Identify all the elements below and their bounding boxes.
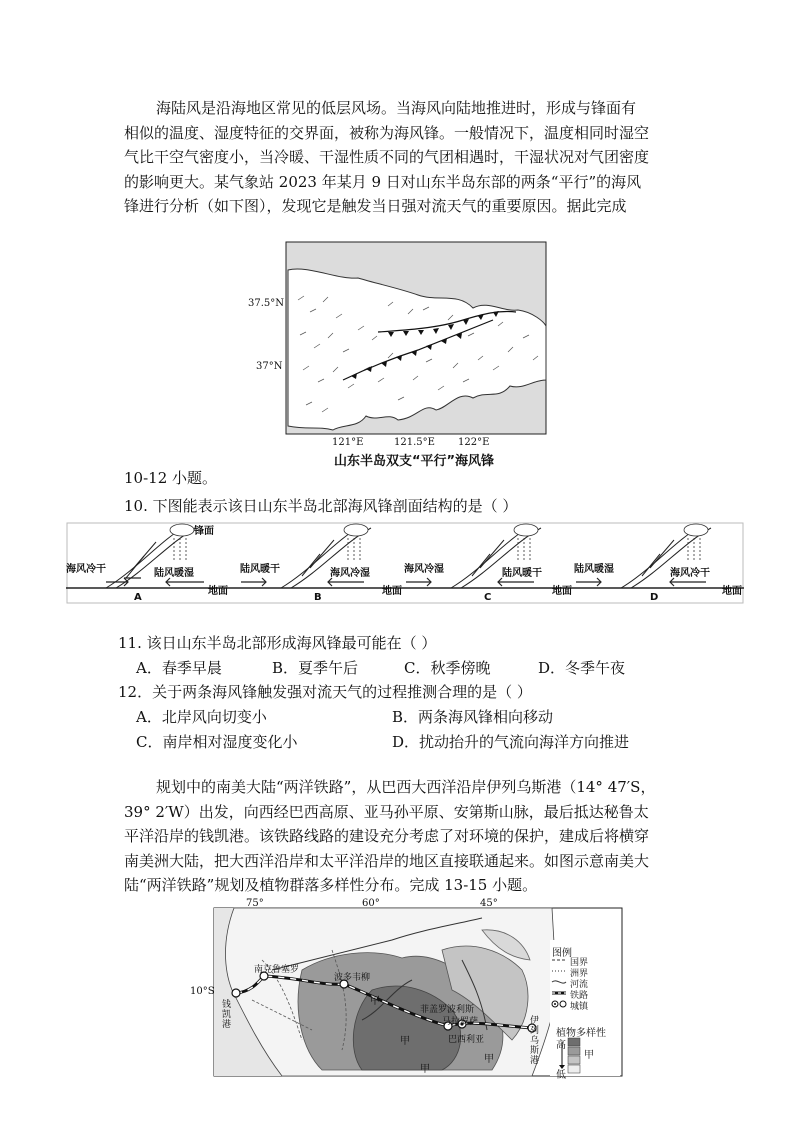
- map-1-graphic: [248, 240, 548, 468]
- map-2-lat-10s: 10°S: [190, 986, 215, 997]
- passage-2-line: 39° 2′W）出发，向西经巴西高原、亚马孙平原、安第斯山脉，最后抵达秘鲁太: [124, 802, 649, 821]
- question-12-option-b[interactable]: B．两条海风锋相向移动: [392, 708, 554, 726]
- legend-diversity-title: 植物多样性: [556, 1028, 606, 1039]
- passage-2: [124, 775, 684, 898]
- city-label-figueiropolis: 菲盖罗波利斯: [420, 1005, 475, 1015]
- panel-c-left-label: 海风冷湿: [404, 564, 444, 575]
- question-10-diagrams: [66, 520, 746, 608]
- panel-c-ground-label: 地面: [382, 586, 402, 597]
- question-11-option-d[interactable]: D．冬季午夜: [538, 659, 626, 677]
- panel-d-left-label: 陆风暖湿: [574, 564, 614, 575]
- city-label-brasilia: 巴西利亚: [448, 1035, 485, 1045]
- south-america-railway-map: [190, 898, 624, 1081]
- map-1-caption: 山东半岛双支“平行”海风锋: [333, 454, 495, 469]
- passage-1-line: 锋进行分析（如下图），发现它是触发当日强对流天气的重要原因。据此完成: [124, 197, 627, 215]
- question-10-stem: 10. 下图能表示该日山东半岛北部海风锋剖面结构的是（ ）: [124, 497, 518, 515]
- panel-b-ground-label: 地面: [208, 586, 228, 597]
- panel-b-letter: B: [314, 592, 322, 603]
- lat-label-37: 37°N: [256, 361, 283, 372]
- city-label-mara-rosa: 马拉罗萨: [442, 1017, 479, 1027]
- city-label-chancay: 钱凯港: [222, 1000, 232, 1030]
- question-12-option-c[interactable]: C．南岸相对湿度变化小: [136, 733, 298, 751]
- map-2-lon-45: 45°: [480, 898, 498, 909]
- legend-continent-border: 洲界: [570, 969, 589, 979]
- legend-high: 高: [556, 1040, 566, 1051]
- panel-a-left-label: 海风冷干: [66, 564, 106, 575]
- region-label-jia-4: 甲: [420, 1064, 430, 1075]
- passage-2-line: 陆“两洋铁路”规划及植物群落多样性分布。完成 13-15 小题。: [124, 876, 538, 894]
- legend-railway: 铁路: [570, 991, 589, 1001]
- lat-label-37-5: 37.5°N: [248, 298, 285, 309]
- lon-label-121: 121°E: [332, 437, 364, 448]
- question-11-stem: 11. 该日山东半岛北部形成海风锋最可能在（ ）: [118, 634, 437, 652]
- panel-c-letter: C: [484, 592, 492, 603]
- passage-1-line: 的影响更大。某气象站 2023 年某月 9 日对山东半岛东部的两条“平行”的海风: [124, 172, 642, 191]
- map-2-lon-60: 60°: [362, 898, 380, 909]
- legend-low: 低: [556, 1070, 566, 1081]
- passage-1-line: 海陆风是沿海地区常见的低层风场。当海风向陆地推进时，形成与锋面有: [156, 99, 637, 117]
- map-2-graphic: [212, 900, 624, 1078]
- city-label-porto-velho: 波多韦柳: [334, 973, 371, 983]
- question-12-option-d[interactable]: D．扰动抬升的气流向海洋方向推进: [392, 733, 630, 751]
- passage-2-line: 平洋沿岸的钱凯港。该铁路线路的建设充分考虑了对环境的保护，建成后将横穿: [124, 827, 650, 845]
- passage-1-line: 相似的温度、湿度特征的交界面，被称为海风锋。一般情况下，温度相同时湿空: [124, 123, 650, 142]
- passage-2-line: 南美洲大陆，把大西洋沿岸和太平洋沿岸的地区直接联通起来。如图示意南美大: [124, 851, 650, 870]
- panel-d-ground-label: 地面: [552, 586, 572, 597]
- lon-label-122: 122°E: [458, 437, 490, 448]
- passage-1-line: 气比干空气密度小，当冷暖、干湿性质不同的气团相遇时，干湿状况对气团密度: [124, 148, 650, 166]
- panel-b-left-label: 陆风暖干: [240, 564, 280, 575]
- passage-1: [124, 96, 684, 219]
- panel-b-right-label: 海风冷湿: [330, 568, 370, 579]
- legend-river: 河流: [570, 980, 589, 990]
- panel-d-letter: D: [650, 592, 659, 603]
- question-12-option-a[interactable]: A．北岸风向切变小: [136, 708, 267, 726]
- legend-town: 城镇: [570, 1002, 589, 1012]
- legend-jia: 甲: [584, 1050, 594, 1061]
- question-11-option-b[interactable]: B．夏季午后: [272, 659, 359, 677]
- panel-a-letter: A: [134, 592, 142, 603]
- legend-title: 图例: [552, 948, 572, 959]
- panel-d-ground-label-right: 地面: [722, 586, 742, 597]
- question-11-option-c[interactable]: C．秋季傍晚: [404, 659, 491, 677]
- city-label-ilheus: 伊列乌斯港: [530, 1016, 540, 1066]
- passage-2-line: 规划中的南美大陆“两洋铁路”，从巴西大西洋沿岸伊列乌斯港（14° 47′S，: [156, 778, 656, 796]
- passage-1-tail: 10-12 小题。: [124, 469, 218, 487]
- legend-national-border: 国界: [570, 958, 589, 968]
- region-label-jia-3: 甲: [484, 1054, 494, 1065]
- map-2-lon-75: 75°: [246, 898, 264, 909]
- region-label-jia-1: 甲: [370, 996, 380, 1007]
- panel-a-front-label: 锋面: [194, 526, 214, 537]
- panel-d-right-label: 海风冷干: [670, 568, 710, 579]
- question-12-stem: 12．关于两条海风锋触发强对流天气的过程推测合理的是（ ）: [118, 683, 532, 701]
- sea-breeze-front-map: [248, 240, 548, 468]
- lon-label-121-5: 121.5°E: [394, 437, 435, 448]
- city-label-cruzeiro: 南克鲁塞罗: [254, 965, 300, 975]
- panel-a-right-label: 陆风暖湿: [154, 568, 194, 579]
- region-label-jia-2: 甲: [400, 1036, 410, 1047]
- panel-c-right-label: 陆风暖干: [502, 568, 542, 579]
- question-11-option-a[interactable]: A．春季早晨: [136, 659, 222, 677]
